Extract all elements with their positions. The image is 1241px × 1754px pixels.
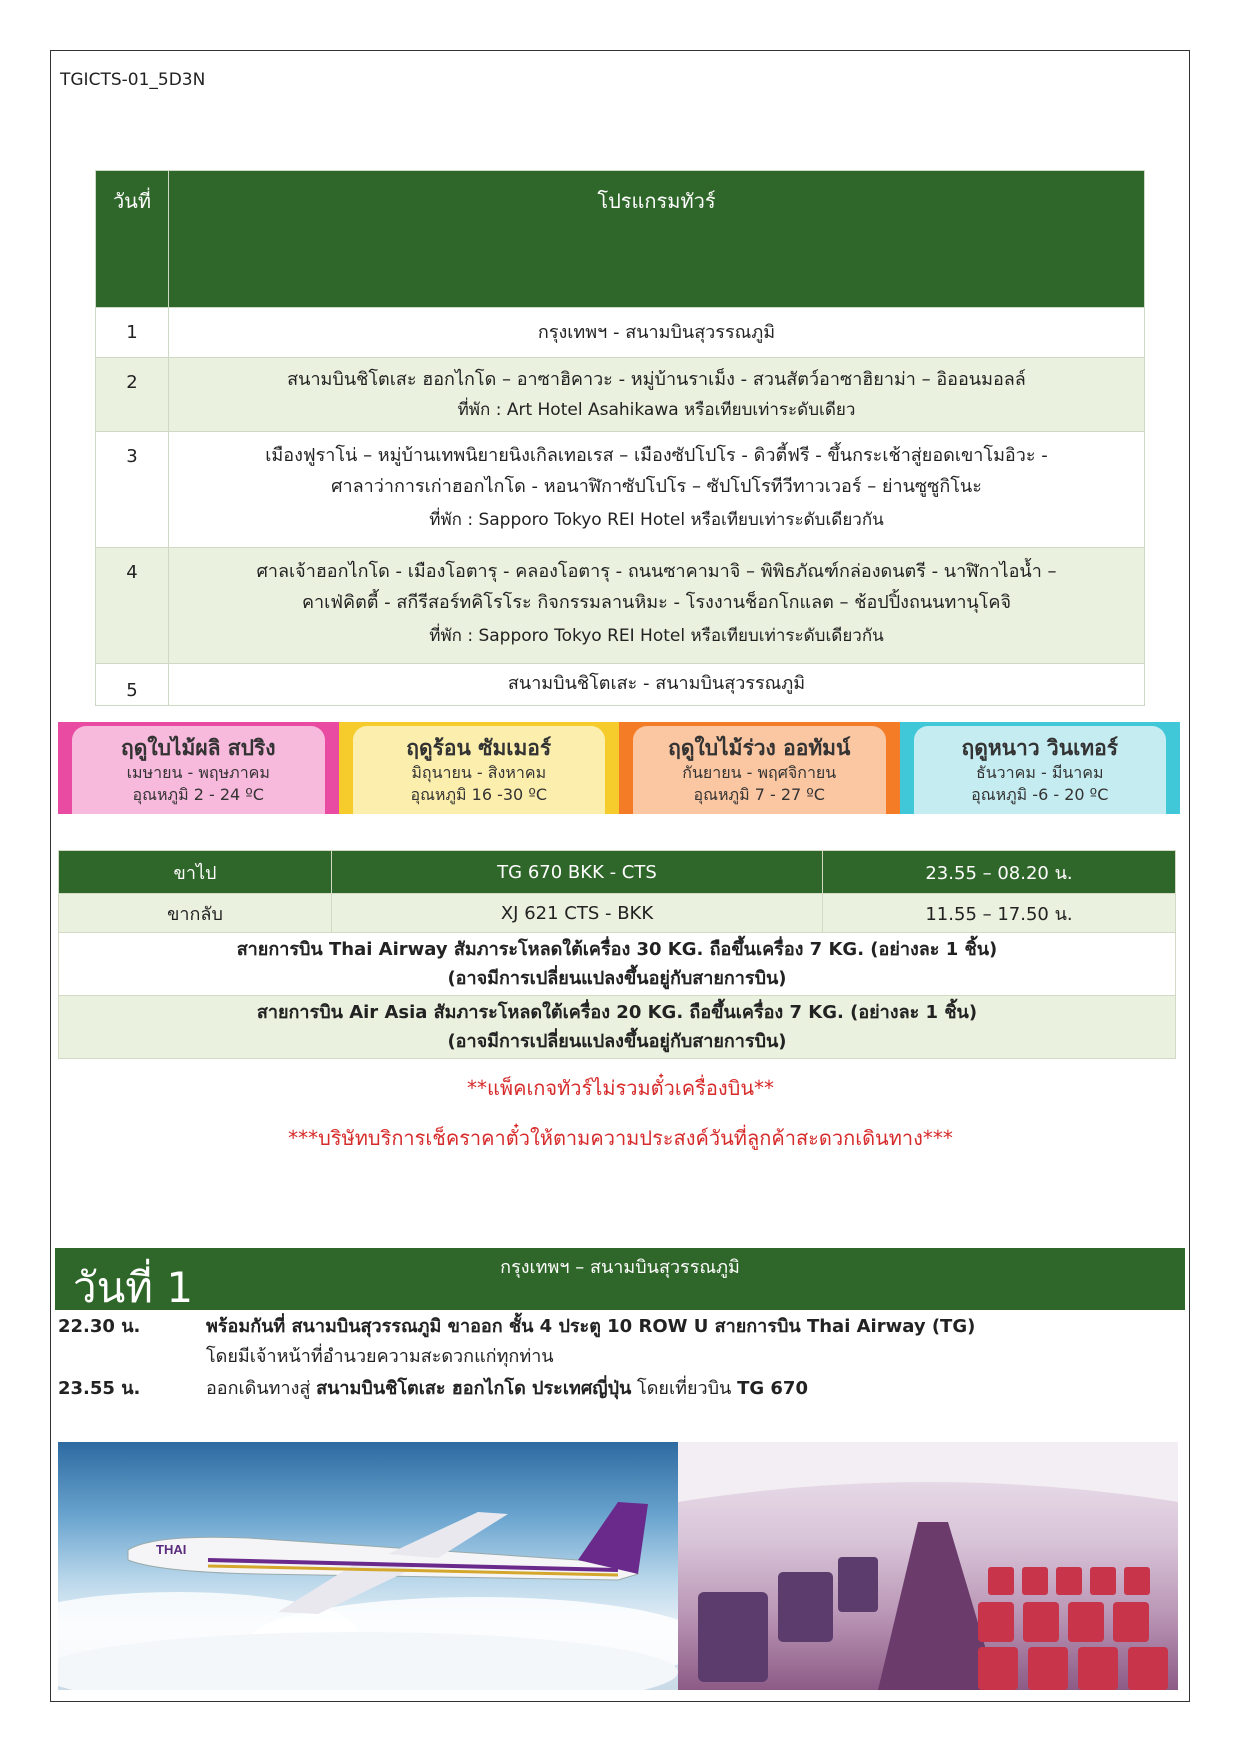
season-temp: อุณหภูมิ 2 - 24 ºC (132, 785, 264, 804)
notice-no-ticket: **แพ็คเกจทัวร์ไม่รวมตั๋วเครื่องบิน** (467, 1076, 774, 1100)
notice-price-check: ***บริษัทบริการเช็คราคาตั๋วให้ตามความประสงค์วันที่ลูกค้าสะดวกเดินทาง*** (288, 1126, 953, 1150)
outbound-row (59, 851, 1176, 894)
outbound-flight: TG 670 BKK - CTS (332, 851, 823, 894)
seasons-banner (58, 722, 1180, 814)
schedule-item (58, 1374, 1158, 1404)
hotel-line: ที่พัก : Sapporo Tokyo REI Hotel หรือเทียบเท่าระดับเดียวกัน (429, 510, 884, 530)
schedule-time: 22.30 น. (58, 1316, 141, 1337)
day1-header (55, 1248, 1185, 1310)
season-months: ธันวาคม - มีนาคม (975, 763, 1104, 782)
season-summer (339, 722, 620, 814)
itinerary-header (96, 171, 1145, 308)
return-time: 11.55 – 17.50 น. (823, 894, 1176, 933)
document-code: TGICTS-01_5D3N (60, 70, 206, 90)
hotel-line: ที่พัก : Sapporo Tokyo REI Hotel หรือเทียบเท่าระดับเดียวกัน (429, 626, 884, 646)
itinerary-row (96, 548, 1145, 664)
hotel-line: ที่พัก : Art Hotel Asahikawa หรือเทียบเท่าระดับเดียว (457, 400, 856, 420)
program-line: กรุงเทพฯ - สนามบินสุวรรณภูมิ (537, 322, 776, 343)
return-flight: XJ 621 CTS - BKK (332, 894, 823, 933)
flight-table (58, 850, 1176, 1059)
itinerary-table (95, 170, 1145, 706)
header-program: โปรแกรมทัวร์ (169, 171, 1145, 308)
season-temp: อุณหภูมิ 16 -30 ºC (410, 785, 548, 804)
day-number: 2 (96, 358, 169, 432)
note-line: สายการบิน Thai Airway สัมภาระโหลดใต้เครื่อง 30 KG. ถือขึ้นเครื่อง 7 KG. (อย่างละ 1 ชิ้น) (236, 939, 998, 960)
season-title: ฤดูหนาว วินเทอร์ (961, 736, 1118, 760)
season-temp: อุณหภูมิ 7 - 27 ºC (693, 785, 825, 804)
program-line: เมืองฟูราโน่ – หมู่บ้านเทพนิยายนิงเกิลเทอเรส – เมืองซัปโปโร - ดิวตี้ฟรี - ขึ้นกระเช้าสู่ยอดเขาโมอิวะ - (265, 445, 1048, 466)
return-row (59, 894, 1176, 933)
season-months: กันยายน - พฤศจิกายน (682, 763, 837, 782)
note-line: (อาจมีการเปลี่ยนแปลงขึ้นอยู่กับสายการบิน) (447, 1031, 787, 1052)
schedule-text: ออกเดินทางสู่ สนามบินชิโตเสะ ฮอกไกโด ประเทศญี่ปุ่น โดยเที่ยวบิน TG 670 (206, 1378, 808, 1399)
day-number: 5 (96, 664, 169, 706)
program-line: สนามบินชิโตเสะ - สนามบินสุวรรณภูมิ (507, 673, 806, 694)
return-label: ขากลับ (59, 894, 332, 933)
cabin-illustration (678, 1442, 1178, 1690)
season-spring (58, 722, 339, 814)
day1-label: วันที่ 1 (73, 1263, 194, 1312)
schedule-item (58, 1312, 1158, 1372)
itinerary-row (96, 358, 1145, 432)
plane-illustration (58, 1442, 678, 1690)
program-line: สนามบินชิโตเสะ ฮอกไกโด – อาซาฮิคาวะ - หมู่บ้านราเม็ง - สวนสัตว์อาซาฮิยาม่า – อิออนมอลล์ (287, 369, 1026, 390)
itinerary-row (96, 308, 1145, 358)
schedule-text: พร้อมกันที่ สนามบินสุวรรณภูมิ ขาออก ชั้น 4 ประตู 10 ROW U สายการบิน Thai Airway (TG) (206, 1316, 976, 1337)
baggage-note-airasia (59, 996, 1176, 1059)
season-months: มิถุนายน - สิงหาคม (411, 763, 547, 782)
plane-brand: THAI (156, 1542, 187, 1557)
season-title: ฤดูใบไม้ร่วง ออทัมน์ (668, 736, 851, 760)
note-line: (อาจมีการเปลี่ยนแปลงขึ้นอยู่กับสายการบิน) (447, 968, 787, 989)
outbound-time: 23.55 – 08.20 น. (823, 851, 1176, 894)
outbound-label: ขาไป (59, 851, 332, 894)
season-months: เมษายน - พฤษภาคม (126, 763, 270, 782)
program-line: คาเฟ่คิตตี้ - สกีรีสอร์ทคิโรโระ กิจกรรมลานหิมะ - โรงงานช็อกโกแลต – ช้อปปิ้งถนนทานุโคจิ (301, 592, 1011, 613)
itinerary-row (96, 664, 1145, 706)
season-autumn (619, 722, 900, 814)
season-temp: อุณหภูมิ -6 - 20 ºC (971, 785, 1109, 804)
season-title: ฤดูใบไม้ผลิ สปริง (120, 736, 276, 760)
program-line: ศาลาว่าการเก่าฮอกไกโด - หอนาฬิกาซัปโปโร – ซัปโปโรทีวีทาวเวอร์ – ย่านซูซูกิโนะ (331, 476, 982, 497)
schedule-time: 23.55 น. (58, 1378, 141, 1399)
day-number: 3 (96, 432, 169, 548)
note-line: สายการบิน Air Asia สัมภาระโหลดใต้เครื่อง 20 KG. ถือขึ้นเครื่อง 7 KG. (อย่างละ 1 ชิ้น) (256, 1002, 978, 1023)
header-day: วันที่ (96, 171, 169, 308)
day-number: 4 (96, 548, 169, 664)
day-number: 1 (96, 308, 169, 358)
itinerary-row (96, 432, 1145, 548)
baggage-note-thai (59, 933, 1176, 996)
season-title: ฤดูร้อน ซัมเมอร์ (406, 736, 552, 760)
cabin-photo (678, 1442, 1178, 1690)
season-winter (900, 722, 1181, 814)
plane-photo (58, 1442, 678, 1690)
day1-route: กรุงเทพฯ – สนามบินสุวรรณภูมิ (500, 1257, 740, 1278)
program-line: ศาลเจ้าฮอกไกโด - เมืองโอตารุ - คลองโอตารุ - ถนนซาคามาจิ – พิพิธภัณฑ์กล่องดนตรี - นาฬิกาไอน้ำ – (256, 561, 1057, 582)
schedule-text: โดยมีเจ้าหน้าที่อำนวยความสะดวกแก่ทุกท่าน (206, 1346, 554, 1367)
